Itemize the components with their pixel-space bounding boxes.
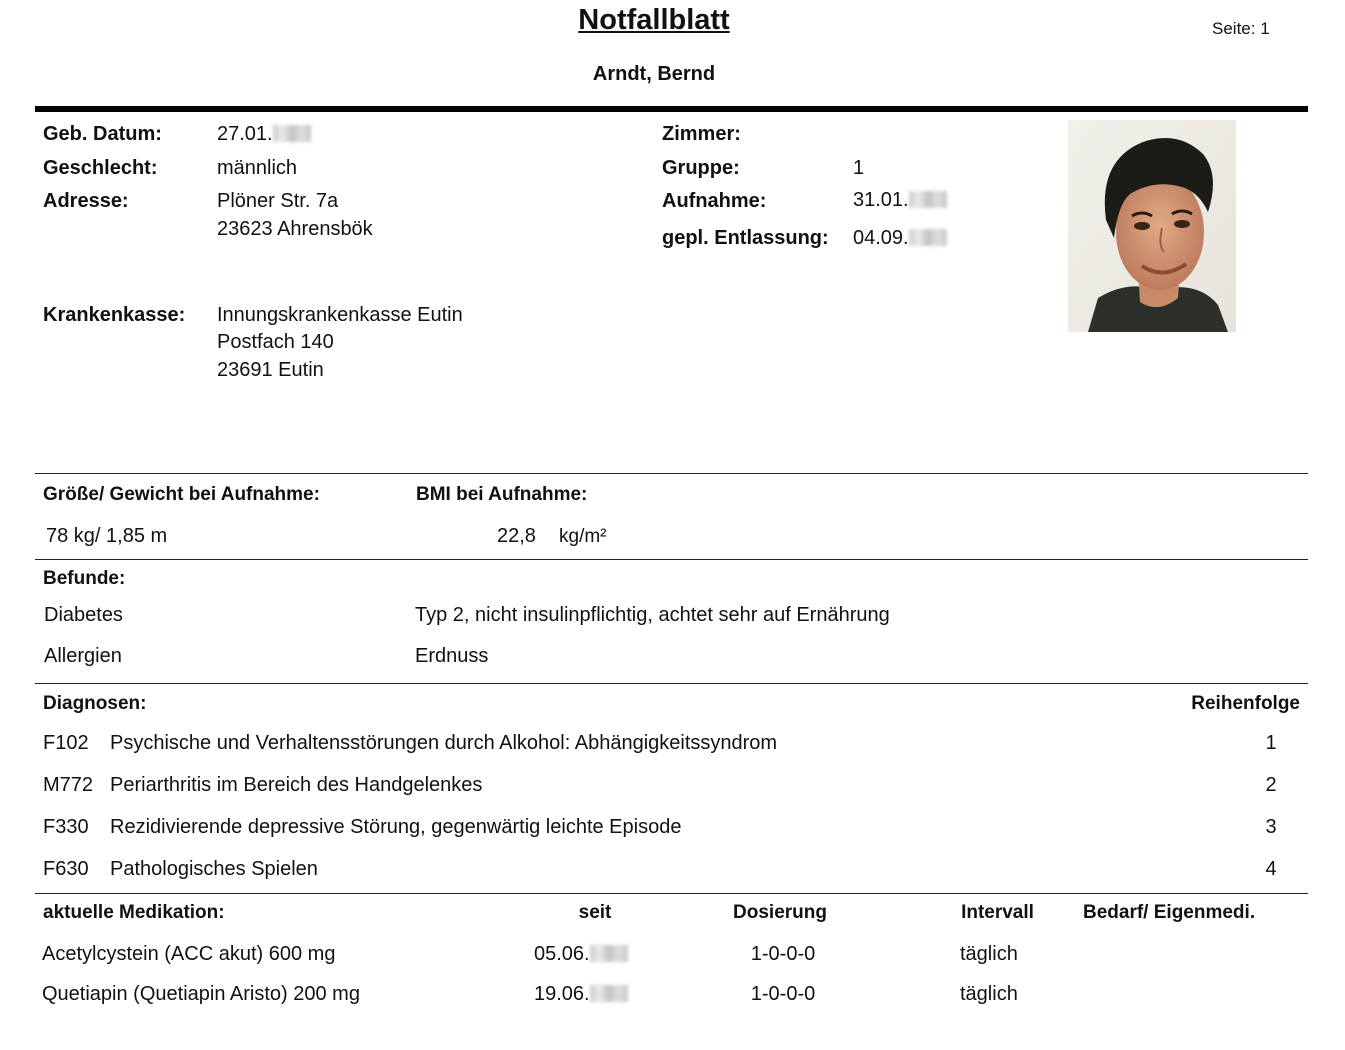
redacted-year [909,229,947,246]
medication-dose: 1-0-0-0 [750,983,816,1005]
diagnosis-text: Pathologisches Spielen [110,858,318,880]
medication-name: Quetiapin (Quetiapin Aristo) 200 mg [42,983,360,1005]
bmi-unit: kg/m² [559,526,607,547]
insurance-label: Krankenkasse: [43,304,186,326]
group-value: 1 [853,157,865,179]
discharge-label: gepl. Entlassung: [662,227,829,249]
diagnosis-code: F330 [43,816,89,838]
section-divider [35,683,1308,684]
page-number: Seite: 1 [1212,19,1270,38]
medication-since: 19.06. [534,983,628,1006]
finding-name: Allergien [44,645,122,667]
medication-interval: täglich [960,943,1018,965]
group-label: Gruppe: [662,157,740,179]
diagnosis-text: Psychische und Verhaltensstörungen durch Alkohol: Abhängigkeitssyndrom [110,732,778,754]
section-divider [35,473,1308,474]
insurance-line-1: Innungskrankenkasse Eutin [217,304,463,326]
col-header-dose: Dosierung [733,902,827,923]
gender-label: Geschlecht: [43,157,158,179]
admission-label: Aufnahme: [662,190,767,212]
finding-detail: Erdnuss [415,645,489,667]
diagnosis-code: M772 [43,774,94,796]
size-weight-value: 78 kg/ 1,85 m [46,525,168,547]
redacted-year [590,945,628,962]
bmi-label: BMI bei Aufnahme: [416,484,588,505]
medication-title: aktuelle Medikation: [43,902,225,923]
page-title: Notfallblatt [578,4,730,36]
discharge-value: 04.09. [853,227,947,250]
birth-date-label: Geb. Datum: [43,123,162,145]
redacted-year [590,985,628,1002]
address-line-1: Plöner Str. 7a [217,190,339,212]
diagnosis-order: 2 [1265,774,1277,796]
room-label: Zimmer: [662,123,741,145]
medication-name: Acetylcystein (ACC akut) 600 mg [42,943,336,965]
bmi-value: 22,8 [497,525,536,547]
insurance-line-2: Postfach 140 [217,331,334,353]
insurance-line-3: 23691 Eutin [217,359,324,381]
patient-name: Arndt, Bernd [592,63,716,85]
diagnosis-code: F630 [43,858,89,880]
admission-value: 31.01. [853,189,947,212]
birth-date-value: 27.01. [217,123,311,146]
redacted-year [273,125,311,142]
address-line-2: 23623 Ahrensbök [217,218,373,240]
diagnosis-text: Rezidivierende depressive Störung, gegenwärtig leichte Episode [110,816,682,838]
gender-value: männlich [217,157,298,179]
findings-title: Befunde: [43,568,126,589]
patient-photo [1068,120,1236,332]
medication-dose: 1-0-0-0 [750,943,816,965]
diagnosis-code: F102 [43,732,89,754]
col-header-demand: Bedarf/ Eigenmedi. [1083,902,1256,923]
section-divider [35,559,1308,560]
finding-detail: Typ 2, nicht insulinpflichtig, achtet sehr auf Ernährung [415,604,890,626]
medication-since: 05.06. [534,943,628,966]
order-column-header: Reihenfolge [1191,693,1300,714]
address-label: Adresse: [43,190,129,212]
diagnosis-text: Periarthritis im Bereich des Handgelenkes [110,774,483,796]
finding-name: Diabetes [44,604,123,626]
diagnoses-title: Diagnosen: [43,693,147,714]
header-divider [35,106,1308,112]
diagnosis-order: 4 [1265,858,1277,880]
redacted-year [909,191,947,208]
diagnosis-order: 3 [1265,816,1277,838]
col-header-since: seit [578,902,612,923]
col-header-interval: Intervall [961,902,1034,923]
section-divider [35,893,1308,894]
diagnosis-order: 1 [1265,732,1277,754]
size-weight-label: Größe/ Gewicht bei Aufnahme: [43,484,320,505]
medication-interval: täglich [960,983,1018,1005]
